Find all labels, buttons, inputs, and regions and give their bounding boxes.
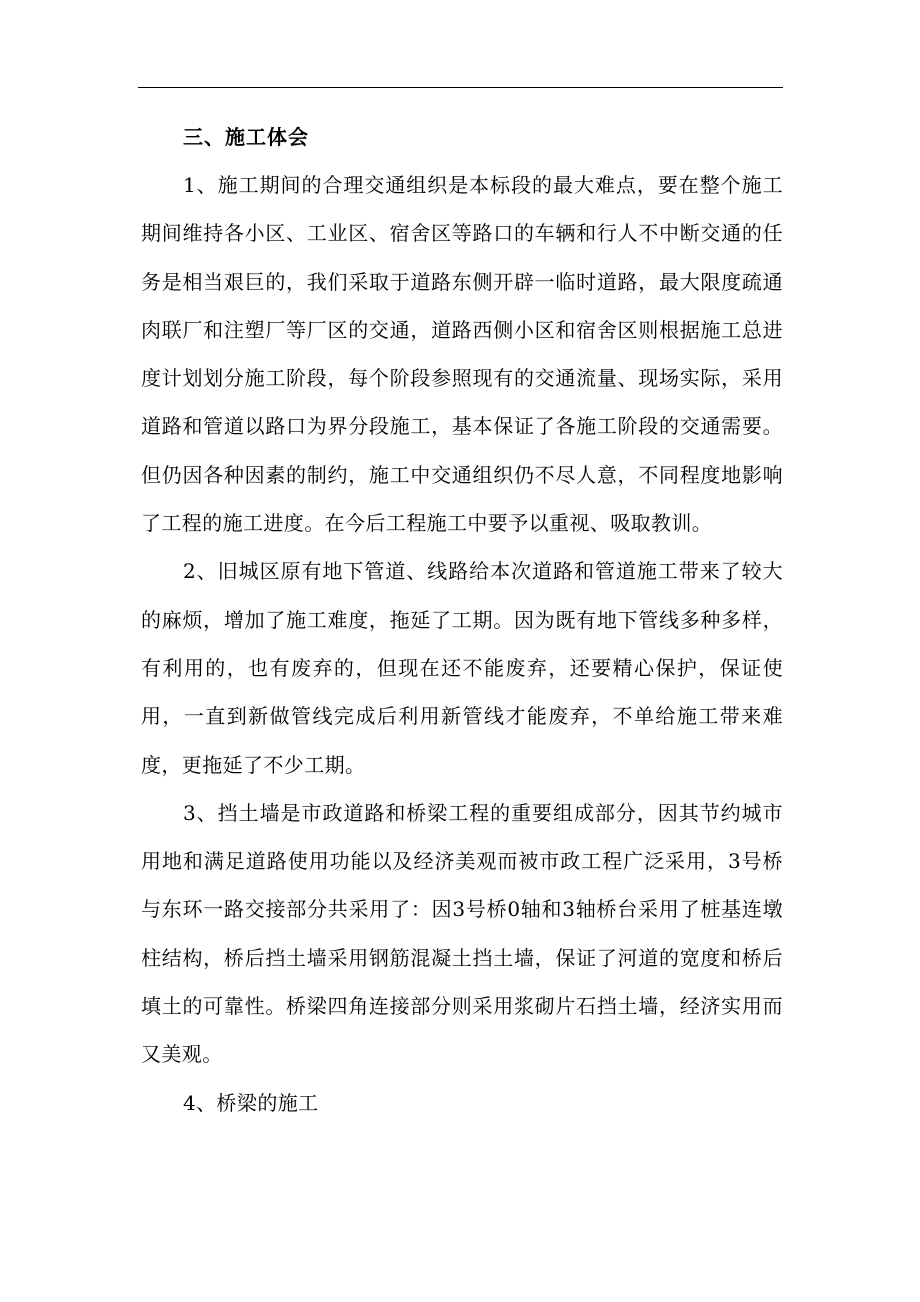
section-heading: 三、施工体会	[183, 125, 309, 149]
document-body	[141, 113, 783, 1127]
paragraph-traffic-organization: 1、施工期间的合理交通组织是本标段的最大难点，要在整个施工期间维持各小区、工业区、宿舍区等路口的车辆和行人不中断交通的任务是相当艰巨的，我们采取于道路东侧开辟一临时道路，最大限度疏通肉联厂和注塑厂等厂区的交通，道路西侧小区和宿舍区则根据施工总进度计划划分施工阶段，每个阶段参照现有的交通流量、现场实际，采用道路和管道以路口为界分段施工，基本保证了各施工阶段的交通需要。但仍因各种因素的制约，施工中交通组织仍不尽人意，不同程度地影响了工程的施工进度。在今后工程施工中要予以重视、吸取教训。	[141, 173, 783, 536]
paragraph-bridge-construction: 4、桥梁的施工	[183, 1090, 319, 1115]
paragraph-retaining-wall: 3、挡土墙是市政道路和桥梁工程的重要组成部分，因其节约城市用地和满足道路使用功能以及经济美观而被市政工程广泛采用，3号桥与东环一路交接部分共采用了：因3号桥0轴和3轴桥台采用了桩基连墩柱结构，桥后挡土墙采用钢筋混凝土挡土墙，保证了河道的宽度和桥后填土的可靠性。桥梁四角连接部分则采用浆砌片石挡土墙，经济实用而又美观。	[141, 800, 783, 1067]
header-divider	[138, 87, 783, 88]
paragraph-underground-pipelines: 2、旧城区原有地下管道、线路给本次道路和管道施工带来了较大的麻烦，增加了施工难度，拖延了工期。因为既有地下管线多种多样，有利用的，也有废弃的，但现在还不能废弃，还要精心保护，保证使用，一直到新做管线完成后利用新管线才能废弃，不单给施工带来难度，更拖延了不少工期。	[141, 559, 783, 777]
